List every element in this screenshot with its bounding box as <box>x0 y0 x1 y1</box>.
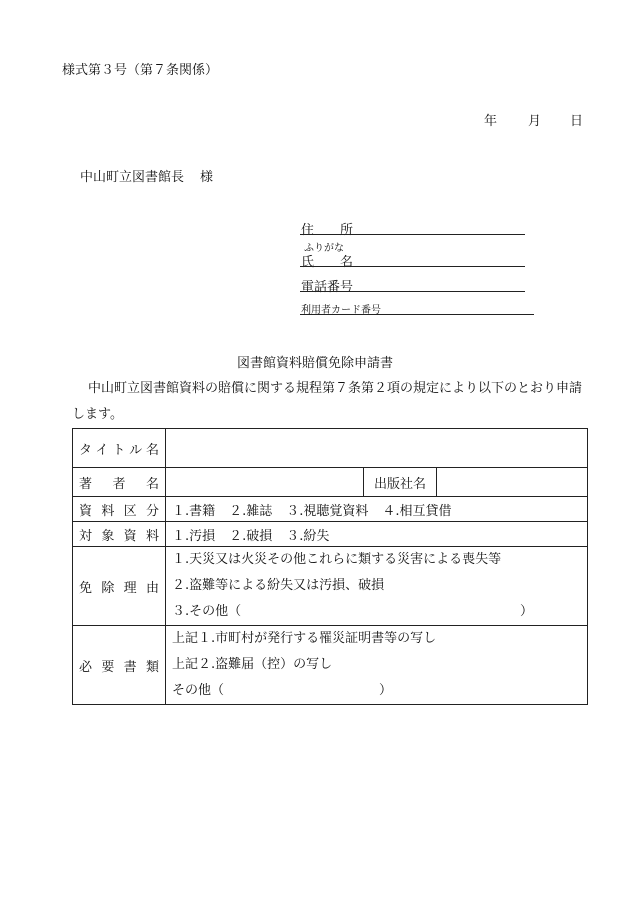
document-text-disaster-cert: 上記１.市町村が発行する罹災証明書等の写し <box>172 631 437 646</box>
name-field[interactable] <box>300 252 525 267</box>
author-label: 著 者 名 <box>73 468 166 497</box>
name-label: 氏 名 <box>301 255 354 270</box>
target-option-soiled[interactable]: １.汚損 <box>172 528 216 544</box>
reason-option-disaster[interactable] <box>172 547 581 573</box>
table-row-reason <box>73 547 588 626</box>
title-field[interactable] <box>166 429 588 468</box>
documents-list <box>166 626 588 705</box>
target-options <box>166 522 588 547</box>
document-other-input[interactable] <box>224 678 379 704</box>
reason-other-close: ） <box>519 604 533 619</box>
category-label: 資料区分 <box>73 497 166 522</box>
document-item-theft-report <box>172 652 581 678</box>
category-options <box>166 497 588 522</box>
furigana-label: ふりがな <box>304 243 344 254</box>
document-item-other[interactable] <box>172 678 581 704</box>
reason-text-theft: ２.盗難等による紛失又は汚損、破損 <box>172 578 385 593</box>
reason-text-disaster: １.天災又は火災その他これらに類する災害による喪失等 <box>172 552 502 567</box>
author-field[interactable] <box>166 468 364 497</box>
date-day-label: 日 <box>570 114 584 129</box>
table-row-documents <box>73 626 588 705</box>
table-row-target <box>73 522 588 547</box>
reason-options <box>166 547 588 626</box>
reason-label: 免除理由 <box>73 547 166 626</box>
reason-text-other: ３.その他（ <box>172 604 242 619</box>
category-option-ill[interactable]: ４.相互貸借 <box>382 503 452 519</box>
table-row-author <box>73 468 588 497</box>
phone-field[interactable] <box>300 277 525 292</box>
address-label: 住 所 <box>301 223 354 238</box>
document-body: 中山町立図書館資料の賠償に関する規程第７条第２項の規定により以下のとおり申請します。 <box>72 381 583 422</box>
table-row-title <box>73 429 588 468</box>
date-month-label: 月 <box>528 114 542 129</box>
form-number: 様式第３号（第７条関係） <box>62 63 219 78</box>
documents-label: 必要書類 <box>73 626 166 705</box>
honorific: 様 <box>200 170 214 185</box>
category-option-magazine[interactable]: ２.雑誌 <box>229 503 273 519</box>
document-text-other: その他（ <box>172 683 225 698</box>
target-option-lost[interactable]: ３.紛失 <box>286 528 330 544</box>
target-label: 対象資料 <box>73 522 166 547</box>
table-row-category <box>73 497 588 522</box>
document-title: 図書館資料賠償免除申請書 <box>236 356 393 371</box>
reason-option-theft[interactable] <box>172 573 581 599</box>
document-item-disaster-cert <box>172 626 581 652</box>
reason-other-input[interactable] <box>241 599 520 625</box>
title-label: タイトル名 <box>73 429 166 468</box>
publisher-label: 出版社名 <box>364 468 437 497</box>
category-option-book[interactable]: １.書籍 <box>172 503 216 519</box>
addressee-name: 中山町立図書館長 <box>80 170 185 185</box>
application-table <box>72 428 588 705</box>
card-number-field[interactable] <box>300 300 534 315</box>
reason-option-other[interactable] <box>172 599 581 625</box>
date-year-label: 年 <box>484 114 498 129</box>
publisher-field[interactable] <box>437 468 588 497</box>
phone-label: 電話番号 <box>301 280 354 295</box>
card-number-label: 利用者カード番号 <box>301 305 381 316</box>
category-option-av[interactable]: ３.視聴覚資料 <box>286 503 369 519</box>
addressee <box>80 166 213 185</box>
document-text-theft-report: 上記２.盗難届（控）の写し <box>172 657 333 672</box>
target-option-damaged[interactable]: ２.破損 <box>229 528 273 544</box>
address-field[interactable] <box>300 220 525 235</box>
document-other-close: ） <box>379 683 393 698</box>
